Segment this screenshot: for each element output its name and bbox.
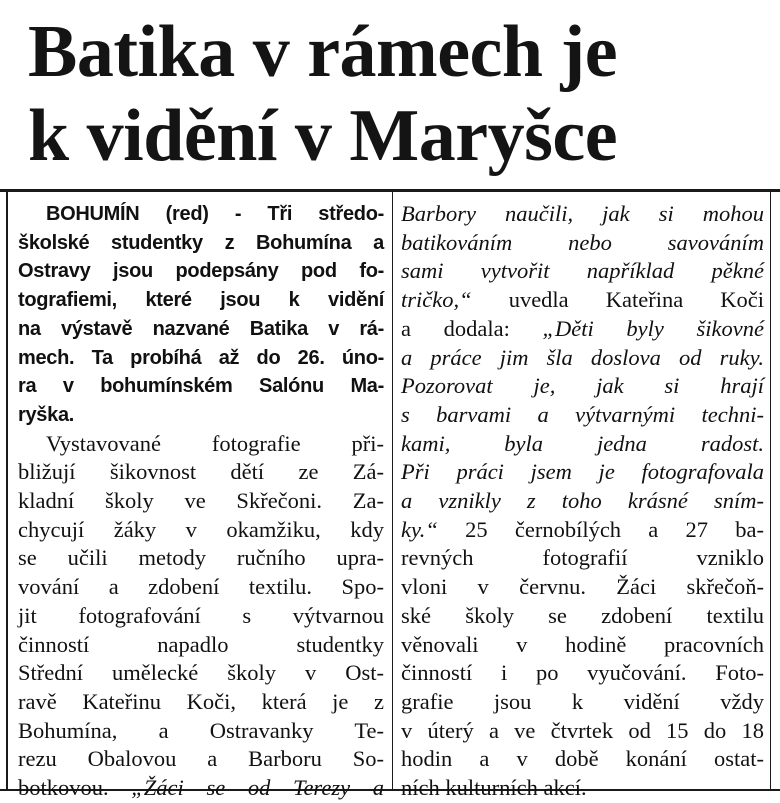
article-column-left <box>18 200 384 803</box>
mixed-line <box>401 315 764 344</box>
body-line: rezu Obalovou a Barboru So- <box>18 746 384 772</box>
quote-text: „Děti byly šikovné <box>542 315 764 341</box>
body-line: vování a zdobení textilu. Spo- <box>18 574 384 600</box>
body-line: bližují šikovnost dětí ze Zá- <box>18 459 384 485</box>
body-line: revných fotografií vzniklo <box>401 545 764 571</box>
mixed-line <box>401 286 764 315</box>
body-line: ních kulturních akcí. <box>401 775 587 801</box>
lead-line: BOHUMÍN (red) - Tři středo- <box>46 203 384 225</box>
article-headline <box>28 10 768 178</box>
body-line: Střední umělecké školy v Ost- <box>18 660 384 686</box>
body-line: kladní školy ve Skřečoni. Za- <box>18 488 384 514</box>
quote-line: s barvami a výtvarnými techni- <box>401 401 764 427</box>
quote-line: Barbory naučili, jak si mohou <box>401 201 764 226</box>
lead-line: Ostravy jsou podepsány pod fo- <box>18 260 384 283</box>
body-line: chycují žáky v okamžiku, kdy <box>18 516 384 542</box>
quote-text: tričko,“ <box>401 287 472 313</box>
quote-line: batikováním nebo savováním <box>401 229 764 255</box>
quote-text: ky.“ <box>401 516 438 542</box>
quote-line: Pozorovat je, jak si hrají <box>401 373 764 399</box>
headline-line-2: k vidění v Maryšce <box>28 95 618 177</box>
quote-line: kami, byla jedna radost. <box>401 430 764 456</box>
body-text: uvedla Kateřina Koči <box>471 287 764 313</box>
left-rule <box>6 189 8 789</box>
body-line: ské školy se zdobení textilu <box>401 602 764 628</box>
body-line: Vystavované fotografie při- <box>46 430 384 456</box>
body-line: v úterý a ve čtvrtek od 15 do 18 <box>401 717 764 743</box>
body-line: Bohumína, a Ostravanky Te- <box>18 717 384 743</box>
article-column-right <box>401 200 764 803</box>
body-line: grafie jsou k vidění vždy <box>401 688 764 714</box>
body-text: botkovou. <box>18 775 132 801</box>
quote-line: a vznikly z toho krásné sním- <box>401 488 764 514</box>
body-line: ravě Kateřinu Koči, která je z <box>18 688 384 714</box>
quote-line: Při práci jsem je fotografovala <box>401 459 764 485</box>
lead-line: tografiemi, které jsou k vidění <box>18 289 384 312</box>
body-line: jit fotografování s výtvarnou <box>18 602 384 628</box>
column-divider <box>392 189 393 789</box>
body-line <box>18 774 384 803</box>
article-body-left <box>18 430 384 803</box>
body-line: činností i po vyučování. Foto- <box>401 660 764 686</box>
right-rule <box>770 189 771 789</box>
quote-text: „Žáci se od Terezy a <box>131 775 384 801</box>
body-line: vloni v červnu. Žáci skřečoň- <box>401 574 764 600</box>
lead-line: ra v bohumínském Salónu Ma- <box>18 375 384 398</box>
headline-line-1: Batika v rámech je <box>28 11 618 93</box>
lead-line: mech. Ta probíhá až do 26. úno- <box>18 346 384 369</box>
body-line: činností napadlo studentky <box>18 631 384 657</box>
quote-line: a práce jim šla doslova od ruky. <box>401 344 764 370</box>
quote-line: sami vytvořit například pěkné <box>401 258 764 284</box>
body-line: se učili metody ručního upra- <box>18 545 384 571</box>
article-lead <box>18 200 384 430</box>
body-text: a dodala: <box>401 315 543 341</box>
lead-line: ryška. <box>18 403 75 426</box>
mixed-line <box>401 516 764 545</box>
body-line: hodin a v době konání ostat- <box>401 746 764 772</box>
body-line: věnovali v hodině pracovních <box>401 631 764 657</box>
lead-line: školské studentky z Bohumína a <box>18 231 384 254</box>
body-text: 25 černobílých a 27 ba- <box>437 516 764 542</box>
top-rule <box>0 189 780 192</box>
lead-line: na výstavě nazvané Batika v rá- <box>18 317 384 340</box>
